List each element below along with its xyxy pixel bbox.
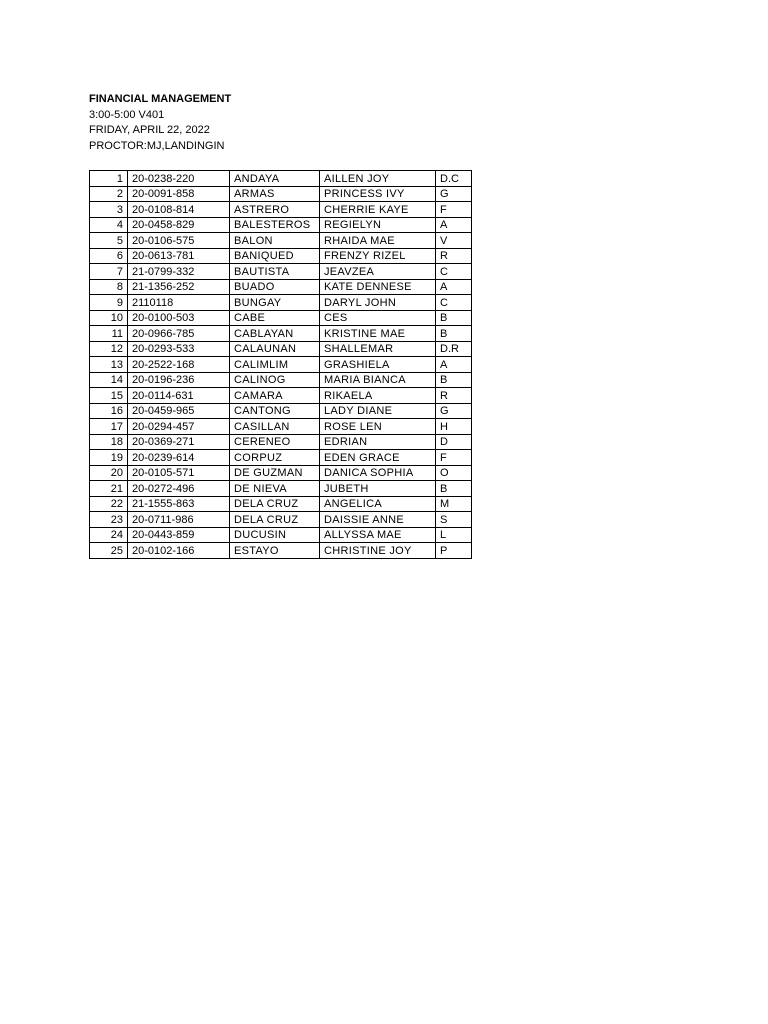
first-name-cell: PRINCESS IVY: [320, 186, 436, 202]
last-name-cell: DELA CRUZ: [230, 512, 320, 528]
row-number-cell: 19: [90, 450, 128, 466]
roster-body: [90, 171, 472, 559]
student-id-cell: 2110118: [128, 295, 230, 311]
row-number-cell: 24: [90, 527, 128, 543]
first-name-cell: DANICA SOPHIA: [320, 465, 436, 481]
first-name-cell: RHAIDA MAE: [320, 233, 436, 249]
row-number-cell: 25: [90, 543, 128, 559]
student-id-cell: 20-0613-781: [128, 248, 230, 264]
seat-code-cell: C: [436, 295, 472, 311]
seat-code-cell: S: [436, 512, 472, 528]
last-name-cell: DUCUSIN: [230, 527, 320, 543]
first-name-cell: DAISSIE ANNE: [320, 512, 436, 528]
table-row: [90, 512, 472, 528]
row-number-cell: 4: [90, 217, 128, 233]
row-number-cell: 20: [90, 465, 128, 481]
student-id-cell: 20-0966-785: [128, 326, 230, 342]
last-name-cell: BANIQUED: [230, 248, 320, 264]
first-name-cell: KATE DENNESE: [320, 279, 436, 295]
row-number-cell: 21: [90, 481, 128, 497]
table-row: [90, 419, 472, 435]
first-name-cell: ALLYSSA MAE: [320, 527, 436, 543]
last-name-cell: DE GUZMAN: [230, 465, 320, 481]
last-name-cell: BAUTISTA: [230, 264, 320, 280]
document-header: [89, 92, 231, 154]
course-title: FINANCIAL MANAGEMENT: [89, 93, 232, 105]
student-id-cell: 20-0108-814: [128, 202, 230, 218]
first-name-cell: EDRIAN: [320, 434, 436, 450]
student-id-cell: 20-2522-168: [128, 357, 230, 373]
row-number-cell: 6: [90, 248, 128, 264]
first-name-cell: AILLEN JOY: [320, 171, 436, 187]
last-name-cell: CAMARA: [230, 388, 320, 404]
last-name-cell: CANTONG: [230, 403, 320, 419]
seat-code-cell: B: [436, 481, 472, 497]
table-row: [90, 295, 472, 311]
student-id-cell: 20-0106-575: [128, 233, 230, 249]
student-roster-table: [89, 170, 472, 559]
student-id-cell: 20-0294-457: [128, 419, 230, 435]
last-name-cell: DE NIEVA: [230, 481, 320, 497]
first-name-cell: DARYL JOHN: [320, 295, 436, 311]
row-number-cell: 12: [90, 341, 128, 357]
first-name-cell: CES: [320, 310, 436, 326]
table-row: [90, 450, 472, 466]
first-name-cell: MARIA BIANCA: [320, 372, 436, 388]
first-name-cell: GRASHIELA: [320, 357, 436, 373]
last-name-cell: ASTRERO: [230, 202, 320, 218]
row-number-cell: 9: [90, 295, 128, 311]
last-name-cell: ESTAYO: [230, 543, 320, 559]
table-row: [90, 310, 472, 326]
table-row: [90, 465, 472, 481]
last-name-cell: CALAUNAN: [230, 341, 320, 357]
seat-code-cell: D.C: [436, 171, 472, 187]
seat-code-cell: G: [436, 186, 472, 202]
student-id-cell: 21-0799-332: [128, 264, 230, 280]
first-name-cell: CHRISTINE JOY: [320, 543, 436, 559]
student-id-cell: 20-0459-965: [128, 403, 230, 419]
row-number-cell: 23: [90, 512, 128, 528]
seat-code-cell: M: [436, 496, 472, 512]
student-id-cell: 20-0711-986: [128, 512, 230, 528]
seat-code-cell: R: [436, 388, 472, 404]
student-id-cell: 20-0100-503: [128, 310, 230, 326]
seat-code-cell: L: [436, 527, 472, 543]
seat-code-cell: B: [436, 372, 472, 388]
row-number-cell: 16: [90, 403, 128, 419]
first-name-cell: EDEN GRACE: [320, 450, 436, 466]
seat-code-cell: G: [436, 403, 472, 419]
student-id-cell: 20-0293-533: [128, 341, 230, 357]
table-row: [90, 341, 472, 357]
table-row: [90, 481, 472, 497]
student-id-cell: 20-0091-858: [128, 186, 230, 202]
exam-date: FRIDAY, APRIL 22, 2022: [89, 124, 210, 136]
row-number-cell: 10: [90, 310, 128, 326]
student-id-cell: 20-0239-614: [128, 450, 230, 466]
last-name-cell: BALON: [230, 233, 320, 249]
table-row: [90, 217, 472, 233]
row-number-cell: 17: [90, 419, 128, 435]
table-row: [90, 372, 472, 388]
seat-code-cell: F: [436, 202, 472, 218]
first-name-cell: REGIELYN: [320, 217, 436, 233]
student-id-cell: 20-0196-236: [128, 372, 230, 388]
table-row: [90, 496, 472, 512]
first-name-cell: JUBETH: [320, 481, 436, 497]
last-name-cell: CALIMLIM: [230, 357, 320, 373]
schedule-room: 3:00-5:00 V401: [89, 108, 165, 121]
table-row: [90, 171, 472, 187]
row-number-cell: 11: [90, 326, 128, 342]
first-name-cell: JEAVZEA: [320, 264, 436, 280]
last-name-cell: BUNGAY: [230, 295, 320, 311]
table-row: [90, 543, 472, 559]
seat-code-cell: A: [436, 357, 472, 373]
table-row: [90, 326, 472, 342]
student-id-cell: 20-0102-166: [128, 543, 230, 559]
last-name-cell: CERENEO: [230, 434, 320, 450]
student-id-cell: 20-0369-271: [128, 434, 230, 450]
row-number-cell: 7: [90, 264, 128, 280]
table-row: [90, 527, 472, 543]
first-name-cell: FRENZY RIZEL: [320, 248, 436, 264]
seat-code-cell: B: [436, 310, 472, 326]
table-row: [90, 357, 472, 373]
table-row: [90, 264, 472, 280]
seat-code-cell: B: [436, 326, 472, 342]
first-name-cell: SHALLEMAR: [320, 341, 436, 357]
student-id-cell: 20-0272-496: [128, 481, 230, 497]
seat-code-cell: R: [436, 248, 472, 264]
row-number-cell: 15: [90, 388, 128, 404]
seat-code-cell: A: [436, 279, 472, 295]
seat-code-cell: D.R: [436, 341, 472, 357]
first-name-cell: ROSE LEN: [320, 419, 436, 435]
row-number-cell: 18: [90, 434, 128, 450]
student-id-cell: 21-1555-863: [128, 496, 230, 512]
table-row: [90, 202, 472, 218]
table-row: [90, 388, 472, 404]
seat-code-cell: D: [436, 434, 472, 450]
first-name-cell: LADY DIANE: [320, 403, 436, 419]
row-number-cell: 5: [90, 233, 128, 249]
row-number-cell: 13: [90, 357, 128, 373]
seat-code-cell: C: [436, 264, 472, 280]
student-id-cell: 20-0105-571: [128, 465, 230, 481]
seat-code-cell: F: [436, 450, 472, 466]
last-name-cell: ARMAS: [230, 186, 320, 202]
last-name-cell: CASILLAN: [230, 419, 320, 435]
student-id-cell: 21-1356-252: [128, 279, 230, 295]
last-name-cell: DELA CRUZ: [230, 496, 320, 512]
row-number-cell: 22: [90, 496, 128, 512]
row-number-cell: 2: [90, 186, 128, 202]
table-row: [90, 403, 472, 419]
first-name-cell: RIKAELA: [320, 388, 436, 404]
seat-code-cell: H: [436, 419, 472, 435]
row-number-cell: 8: [90, 279, 128, 295]
last-name-cell: CORPUZ: [230, 450, 320, 466]
last-name-cell: CALINOG: [230, 372, 320, 388]
last-name-cell: CABLAYAN: [230, 326, 320, 342]
row-number-cell: 3: [90, 202, 128, 218]
student-id-cell: 20-0443-859: [128, 527, 230, 543]
student-id-cell: 20-0458-829: [128, 217, 230, 233]
table-row: [90, 186, 472, 202]
proctor-line: PROCTOR:MJ,LANDINGIN: [89, 139, 225, 152]
table-row: [90, 233, 472, 249]
student-id-cell: 20-0238-220: [128, 171, 230, 187]
student-id-cell: 20-0114-631: [128, 388, 230, 404]
row-number-cell: 14: [90, 372, 128, 388]
seat-code-cell: O: [436, 465, 472, 481]
seat-code-cell: P: [436, 543, 472, 559]
table-row: [90, 434, 472, 450]
table-row: [90, 248, 472, 264]
row-number-cell: 1: [90, 171, 128, 187]
last-name-cell: BALESTEROS: [230, 217, 320, 233]
first-name-cell: CHERRIE KAYE: [320, 202, 436, 218]
last-name-cell: BUADO: [230, 279, 320, 295]
first-name-cell: ANGELICA: [320, 496, 436, 512]
first-name-cell: KRISTINE MAE: [320, 326, 436, 342]
table-row: [90, 279, 472, 295]
last-name-cell: ANDAYA: [230, 171, 320, 187]
last-name-cell: CABE: [230, 310, 320, 326]
seat-code-cell: V: [436, 233, 472, 249]
seat-code-cell: A: [436, 217, 472, 233]
